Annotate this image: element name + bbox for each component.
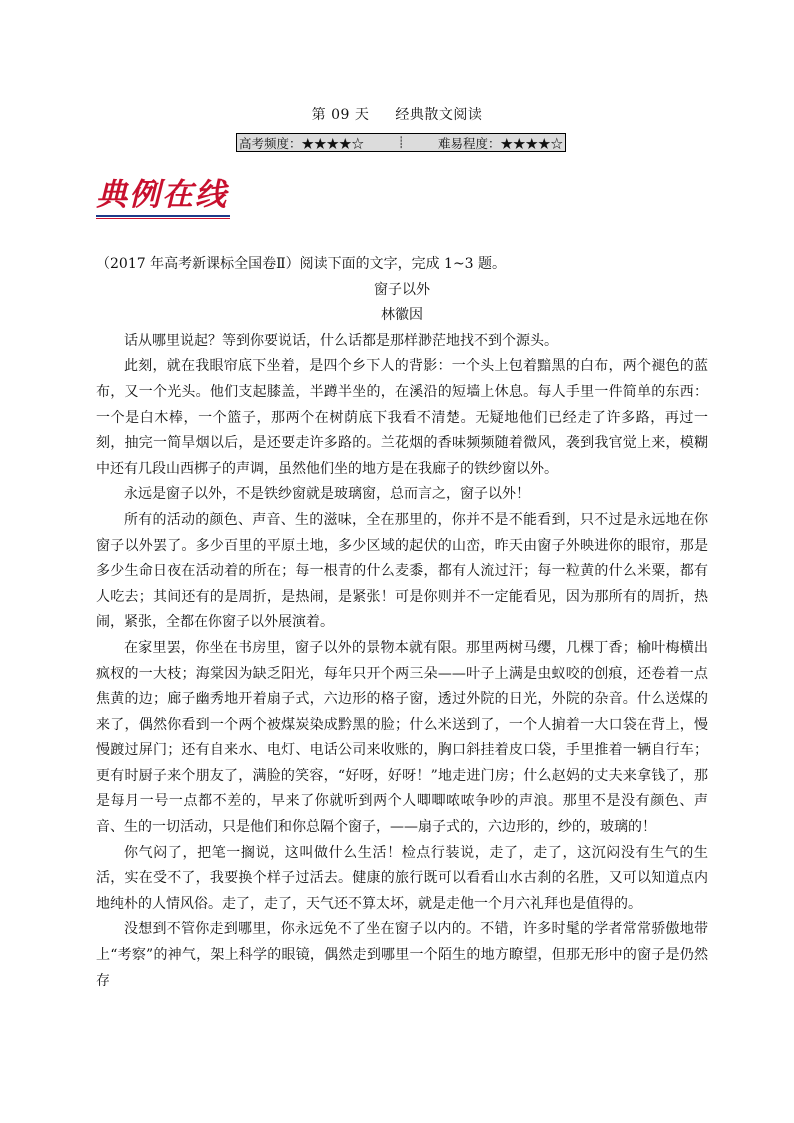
question-intro: （2017 年高考新课标全国卷Ⅱ）阅读下面的文字，完成 1~3 题。 [96,256,507,272]
passage-title: 窗子以外 [374,281,430,298]
banner-title: 典例在线 [96,177,228,213]
paragraph: 话从哪里说起？等到你要说话，什么话都是那样渺茫地找不到个源头。 [124,332,558,349]
lesson-title [0,104,794,124]
lesson-day: 第 09 天 [311,107,370,123]
paragraph: 所有的活动的颜色、声音、生的滋味，全在那里的，你并不是不能看到，只不过是永远地在你窗子以外罢了。多少百里的平原土地，多少区域的起伏的山峦，昨天由窗子外映进你的眼帘，那是多少生命日夜在活动着的所在；每一根青的什么麦黍，都有人流过汗；每一粒黄的什么米粟，都有人吃去；其间还有的是周折，是热闹，是紧张！可是你则并不一定能看见，因为那所有的周折，热闹，紧张，全都在你窗子以外展演着。 [96,511,708,631]
paragraph: 此刻，就在我眼帘底下坐着，是四个乡下人的背影：一个头上包着黯黑的白布，两个褪色的蓝布，又一个光头。他们支起膝盖，半蹲半坐的，在溪沿的短墙上休息。每人手里一件简单的东西：一个是白木棒，一个篮子，那两个在树荫底下我看不清楚。无疑地他们已经走了许多路，再过一刻，抽完一简旱烟以后，是还要走许多路的。兰花烟的香味频频随着微风，袭到我官觉上来，模糊中还有几段山西梆子的声调，虽然他们坐的地方是在我廊子的铁纱窗以外。 [96,358,708,477]
passage-author: 林徽因 [381,307,423,324]
paragraph: 你气闷了，把笔一搁说，这叫做什么生活！检点行装说，走了，走了，这沉闷没有生气的生活，实在受不了，我要换个样子过活去。健康的旅行既可以看看山水古刹的名胜，又可以知道点内地纯朴的人情风俗。走了，走了，天气还不算太坏，就是走他一个月六礼拜也是值得的。 [96,844,708,912]
banner-underline [96,215,230,217]
rating-separator: ┊ [397,136,405,149]
paragraph: 在家里罢，你坐在书房里，窗子以外的景物本就有限。那里两树马缨，几棵丁香；榆叶梅横出疯杈的一大枝；海棠因为缺乏阳光，每年只开个两三朵——叶子上满是虫蚁咬的创痕，还卷着一点焦黄的边；廊子幽秀地开着扇子式，六边形的格子窗，透过外院的日光，外院的杂音。什么送煤的来了，偶然你看到一个两个被煤炭染成黔黑的脸；什么米送到了，一个人掮着一大口袋在背上，慢慢踱过屏门；还有自来水、电灯、电话公司来收账的，胸口斜挂着皮口袋，手里推着一辆自行车；更有时厨子来个朋友了，满脸的笑容，“好呀，好呀！”地走进门房；什么赵妈的丈夫来拿钱了，那是每月一号一点都不差的，早来了你就听到两个人唧唧哝哝争吵的声浪。那里不是没有颜色、声音、生的一切活动，只是他们和你总隔个窗子，——扇子式的，六边形的，纱的，玻璃的！ [96,639,708,836]
banner-underline-accent [96,218,230,219]
paragraph: 永远是窗子以外，不是铁纱窗就是玻璃窗，总而言之，窗子以外！ [124,486,530,503]
paragraph: 没想到不管你走到哪里，你永远免不了坐在窗子以内的。不错，许多时髦的学者常常骄傲地带上“考察”的神气，架上科学的眼镜，偶然走到哪里一个陌生的地方瞭望，但那无形中的窗子是仍然存 [96,921,708,989]
difficulty-rating: 难易程度：★★★★☆ [437,135,563,151]
lesson-topic: 经典散文阅读 [395,107,483,123]
exam-frequency: 高考频度：★★★★☆ [239,135,365,151]
rating-box [236,133,566,152]
section-banner [96,178,228,212]
reading-passage [96,252,708,994]
